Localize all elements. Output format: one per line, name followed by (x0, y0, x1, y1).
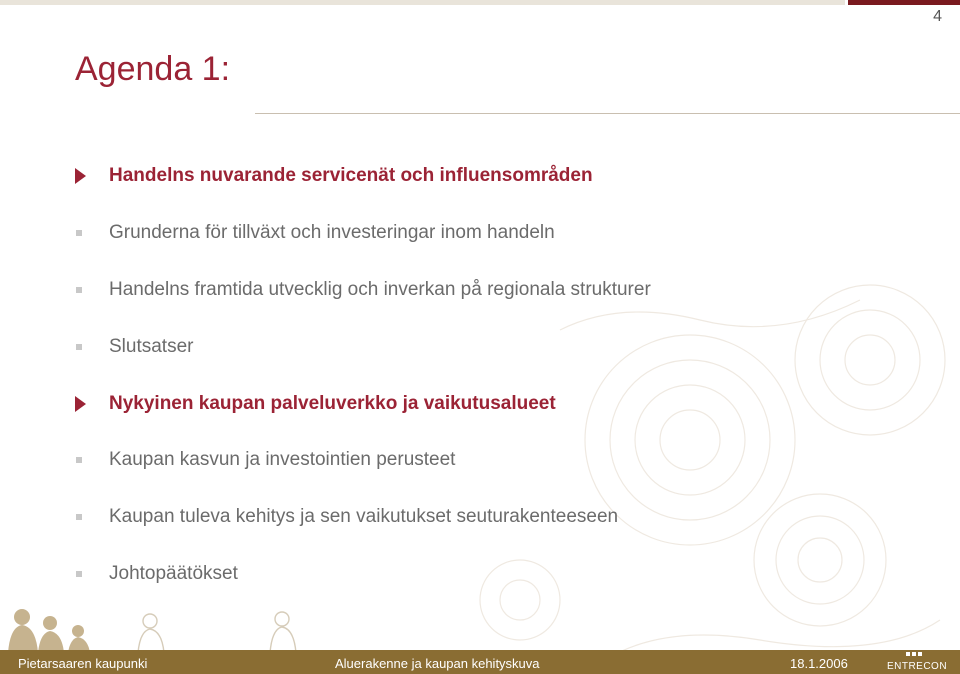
agenda-item (75, 262, 935, 319)
agenda-heading (75, 148, 935, 205)
agenda-item-text: Kaupan kasvun ja investointien perusteet (109, 449, 456, 471)
footer-organization: Pietarsaaren kaupunki (18, 656, 148, 671)
square-bullet-icon (75, 457, 109, 463)
agenda-item-text: Handelns framtida utvecklig och inverkan på regionala strukturer (109, 278, 651, 300)
agenda-item (75, 205, 935, 262)
footer-date: 18.1.2006 (790, 656, 848, 671)
slide-title: Agenda 1: (75, 50, 231, 88)
agenda-item-text: Slutsatser (109, 335, 194, 357)
top-decor-accent (848, 0, 960, 5)
agenda-item (75, 546, 935, 603)
agenda-item-text: Kaupan tuleva kehitys ja sen vaikutukset seuturakenteeseen (109, 506, 619, 528)
agenda-item (75, 489, 935, 546)
agenda-heading-text: Handelns nuvarande servicenät och influensområden (109, 165, 593, 187)
footer-presentation-title: Aluerakenne ja kaupan kehityskuva (335, 656, 540, 671)
arrow-bullet-icon (75, 396, 109, 412)
agenda-item (75, 318, 935, 375)
people-silhouettes-decoration (0, 605, 310, 653)
top-decor-line (0, 0, 845, 5)
svg-text:ENTRECON: ENTRECON (886, 661, 948, 672)
agenda-heading (75, 375, 935, 432)
page-number: 4 (933, 8, 942, 25)
agenda-item (75, 432, 935, 489)
square-bullet-icon (75, 344, 109, 350)
arrow-bullet-icon (75, 168, 109, 184)
square-bullet-icon (75, 514, 109, 520)
agenda-item-text: Johtopäätökset (109, 562, 238, 584)
square-bullet-icon (75, 230, 109, 236)
square-bullet-icon (75, 287, 109, 293)
title-divider (255, 113, 960, 114)
agenda-list (75, 148, 935, 602)
square-bullet-icon (75, 571, 109, 577)
entrecon-logo (882, 636, 952, 672)
agenda-item-text: Grunderna för tillväxt och investeringar inom handeln (109, 222, 555, 244)
agenda-heading-text: Nykyinen kaupan palveluverkko ja vaikutusalueet (109, 392, 556, 414)
